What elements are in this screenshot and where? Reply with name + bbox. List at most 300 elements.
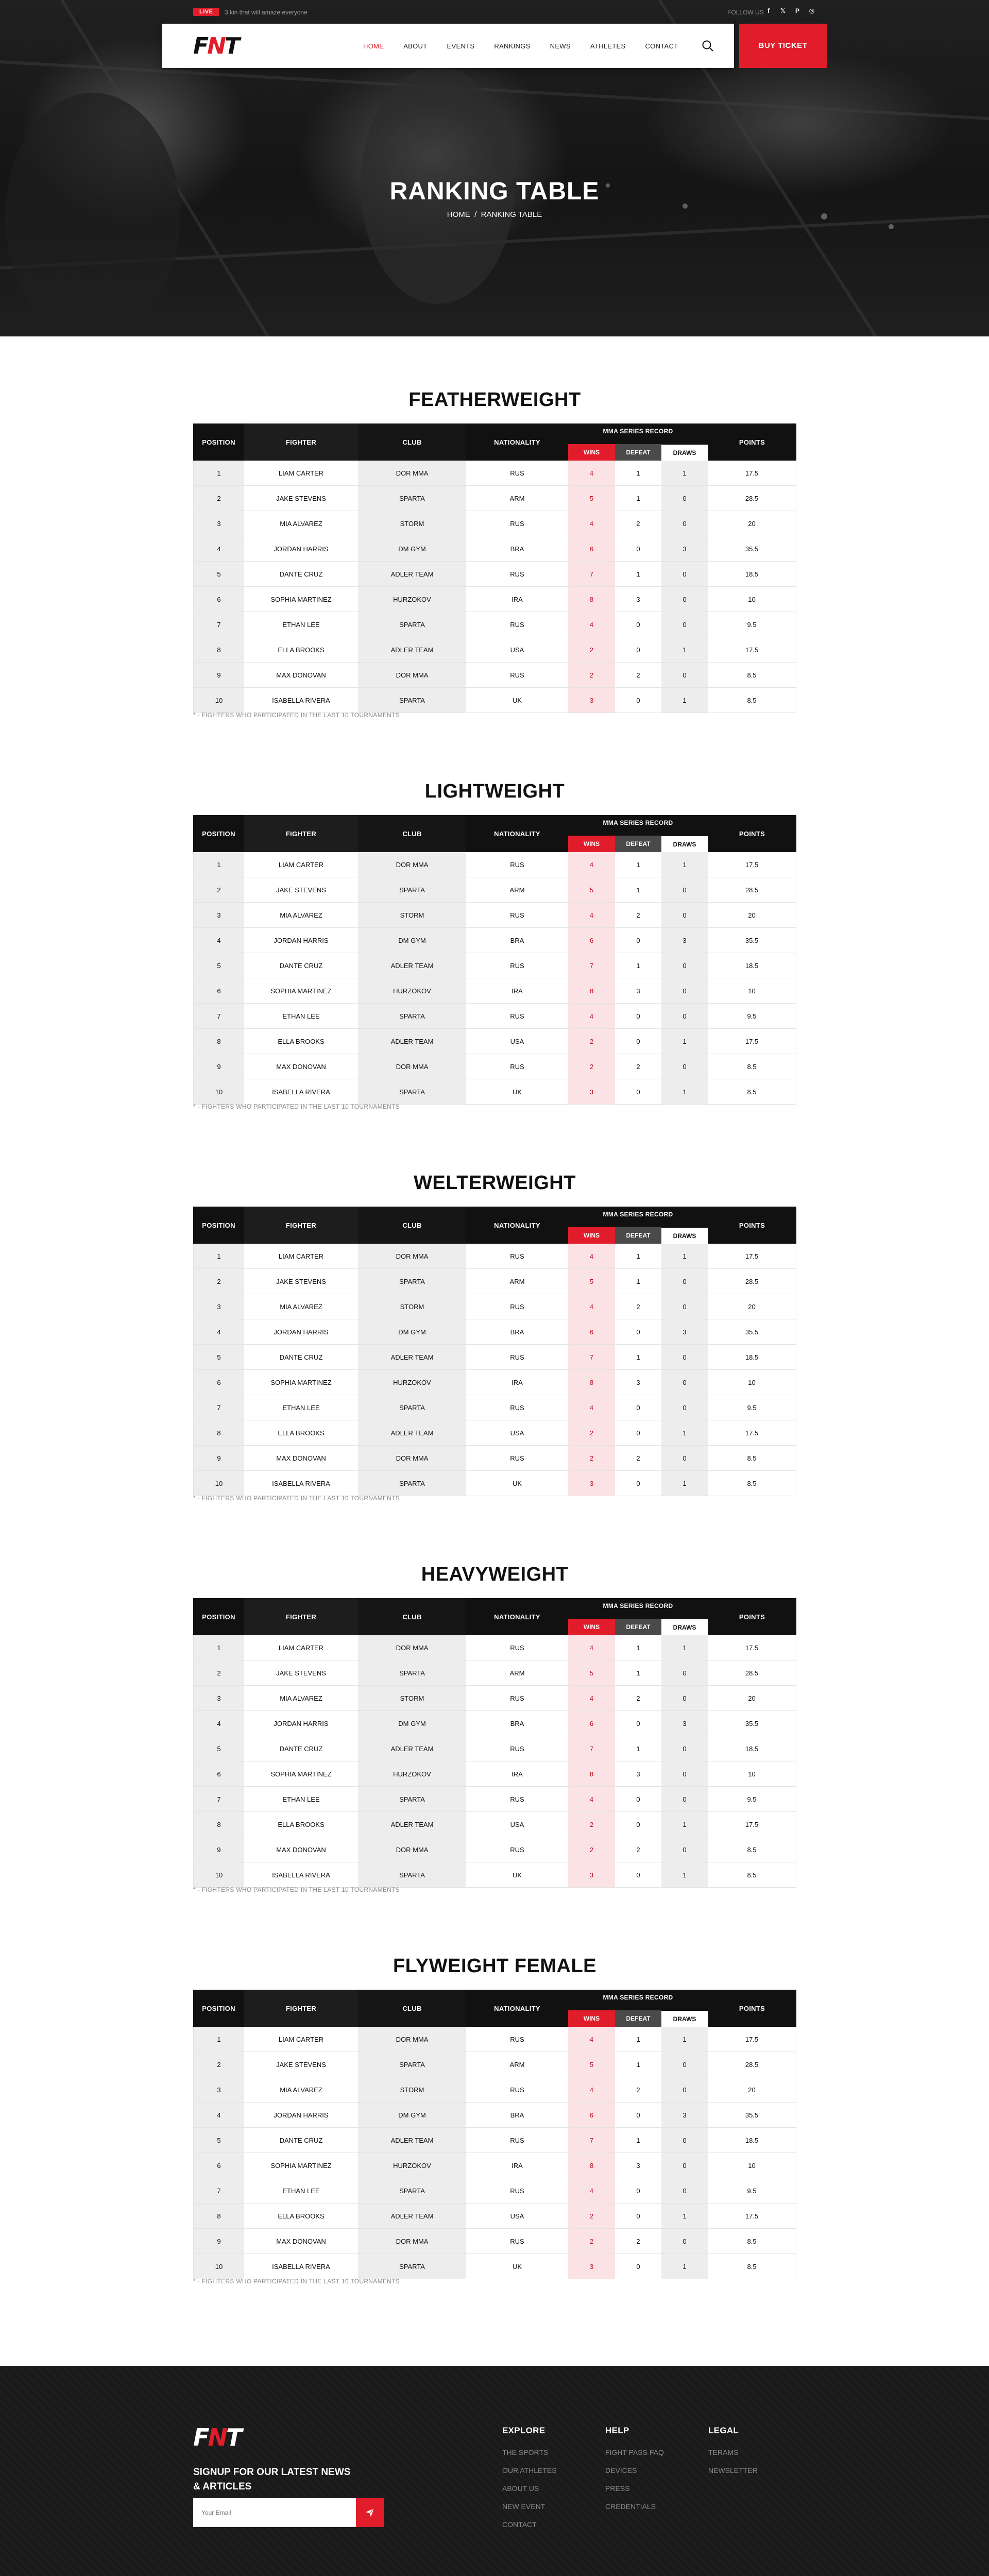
cell-position: 9 <box>193 1054 244 1079</box>
nav-item-athletes[interactable]: ATHLETES <box>590 42 626 50</box>
cell-draws: 0 <box>661 1345 708 1369</box>
newsletter-email-input[interactable] <box>193 2498 356 2527</box>
cell-wins: 4 <box>568 2178 615 2203</box>
cell-club: SPARTA <box>358 877 466 902</box>
cell-points: 28.5 <box>708 877 796 902</box>
table-row <box>193 1054 796 1079</box>
cell-points: 9.5 <box>708 1395 796 1420</box>
cell-points: 10 <box>708 2153 796 2178</box>
table-row <box>193 903 796 928</box>
table-row <box>193 2254 796 2279</box>
footer-link[interactable]: NEW EVENT <box>502 2502 545 2511</box>
cell-fighter: ETHAN LEE <box>244 612 358 637</box>
cell-position: 8 <box>193 1812 244 1837</box>
section-title: WELTERWEIGHT <box>414 1172 576 1194</box>
cell-defeat: 3 <box>615 978 661 1003</box>
cell-nationality: RUS <box>466 903 568 927</box>
cell-fighter: DANTE CRUZ <box>244 1345 358 1369</box>
cell-points: 8.5 <box>708 1862 796 1887</box>
cell-club: DOR MMA <box>358 1635 466 1660</box>
cell-draws: 0 <box>661 1837 708 1862</box>
cell-club: SPARTA <box>358 612 466 637</box>
nav-item-about[interactable]: ABOUT <box>403 42 428 50</box>
ranking-table <box>193 1207 796 1496</box>
cell-draws: 0 <box>661 663 708 687</box>
cell-club: ADLER TEAM <box>358 1345 466 1369</box>
cell-position: 1 <box>193 852 244 877</box>
cell-position: 5 <box>193 1736 244 1761</box>
cell-club: SPARTA <box>358 1004 466 1028</box>
header-fighter: FIGHTER <box>244 1207 358 1244</box>
cell-defeat: 2 <box>615 2229 661 2253</box>
cell-club: ADLER TEAM <box>358 1029 466 1054</box>
cell-draws: 0 <box>661 2077 708 2102</box>
cell-draws: 0 <box>661 511 708 536</box>
cell-wins: 4 <box>568 1004 615 1028</box>
cell-nationality: BRA <box>466 928 568 953</box>
cell-points: 17.5 <box>708 852 796 877</box>
cell-draws: 1 <box>661 1862 708 1887</box>
cell-points: 17.5 <box>708 1029 796 1054</box>
cell-defeat: 1 <box>615 852 661 877</box>
header-defeat: DEFEAT <box>615 836 661 852</box>
cell-nationality: RUS <box>466 852 568 877</box>
table-row <box>193 1004 796 1029</box>
cell-nationality: RUS <box>466 1446 568 1470</box>
cell-points: 20 <box>708 2077 796 2102</box>
cell-nationality: USA <box>466 2204 568 2228</box>
cell-wins: 2 <box>568 1054 615 1079</box>
ranking-section <box>193 386 796 726</box>
cell-draws: 0 <box>661 903 708 927</box>
cell-position: 7 <box>193 2178 244 2203</box>
cell-draws: 0 <box>661 2153 708 2178</box>
table-row <box>193 1395 796 1420</box>
footer-link[interactable]: PRESS <box>605 2484 630 2493</box>
cell-draws: 0 <box>661 612 708 637</box>
cell-fighter: DANTE CRUZ <box>244 1736 358 1761</box>
ranking-section <box>193 1561 796 1901</box>
search-icon[interactable] <box>701 39 714 53</box>
cell-fighter: ELLA BROOKS <box>244 1420 358 1445</box>
table-row <box>193 1736 796 1761</box>
ranking-section <box>193 1170 796 1510</box>
cell-points: 10 <box>708 1761 796 1786</box>
cell-wins: 2 <box>568 2204 615 2228</box>
cell-wins: 4 <box>568 1686 615 1710</box>
cell-nationality: RUS <box>466 663 568 687</box>
header-wins: WINS <box>568 444 615 461</box>
mma-record-label: MMA SERIES RECORD <box>603 819 673 826</box>
cell-draws: 0 <box>661 2229 708 2253</box>
cell-position: 10 <box>193 1079 244 1104</box>
cell-points: 8.5 <box>708 1054 796 1079</box>
cell-wins: 4 <box>568 1294 615 1319</box>
table-row <box>193 1370 796 1395</box>
table-row <box>193 877 796 903</box>
cell-position: 7 <box>193 1395 244 1420</box>
cell-draws: 3 <box>661 928 708 953</box>
cell-points: 28.5 <box>708 486 796 511</box>
section-title: LIGHTWEIGHT <box>424 781 565 802</box>
cell-fighter: LIAM CARTER <box>244 2027 358 2052</box>
cell-wins: 2 <box>568 1446 615 1470</box>
pinterest-icon[interactable]: P <box>795 7 799 14</box>
table-row <box>193 1837 796 1862</box>
header-nationality: NATIONALITY <box>494 1613 540 1621</box>
ranking-section <box>193 1953 796 2293</box>
cell-points: 8.5 <box>708 1446 796 1470</box>
cell-draws: 1 <box>661 688 708 713</box>
cell-defeat: 2 <box>615 1446 661 1470</box>
cell-wins: 2 <box>568 1029 615 1054</box>
cell-club: STORM <box>358 511 466 536</box>
footer-link[interactable]: NEWSLETTER <box>708 2466 758 2475</box>
cell-defeat: 0 <box>615 612 661 637</box>
cell-nationality: RUS <box>466 953 568 978</box>
cell-nationality: RUS <box>466 1686 568 1710</box>
cell-fighter: JAKE STEVENS <box>244 486 358 511</box>
header-draws: DRAWS <box>661 1227 708 1244</box>
table-row <box>193 978 796 1004</box>
cell-nationality: RUS <box>466 2229 568 2253</box>
table-footnote: * - FIGHTERS WHO PARTICIPATED IN THE LAST 10 TOURNAMENTS <box>193 1886 400 1893</box>
cell-position: 3 <box>193 903 244 927</box>
cell-position: 6 <box>193 2153 244 2178</box>
cell-wins: 4 <box>568 1635 615 1660</box>
cell-nationality: USA <box>466 637 568 662</box>
table-row <box>193 2153 796 2178</box>
cell-points: 20 <box>708 1686 796 1710</box>
header-wins: WINS <box>568 2010 615 2027</box>
cell-position: 6 <box>193 1761 244 1786</box>
cell-fighter: JAKE STEVENS <box>244 877 358 902</box>
cell-wins: 6 <box>568 1319 615 1344</box>
nav-item-events[interactable]: EVENTS <box>447 42 475 50</box>
cell-points: 18.5 <box>708 953 796 978</box>
cell-wins: 2 <box>568 2229 615 2253</box>
cell-fighter: ISABELLA RIVERA <box>244 2254 358 2279</box>
cell-club: HURZOKOV <box>358 587 466 612</box>
cell-fighter: JAKE STEVENS <box>244 2052 358 2077</box>
footer-link[interactable]: CONTACT <box>502 2520 537 2529</box>
cell-nationality: RUS <box>466 1837 568 1862</box>
footer-link[interactable]: ABOUT US <box>502 2484 539 2493</box>
cell-draws: 1 <box>661 1029 708 1054</box>
cell-club: DOR MMA <box>358 1837 466 1862</box>
cell-nationality: IRA <box>466 978 568 1003</box>
cell-draws: 0 <box>661 1736 708 1761</box>
cell-fighter: MAX DONOVAN <box>244 2229 358 2253</box>
cell-wins: 2 <box>568 1420 615 1445</box>
cell-fighter: LIAM CARTER <box>244 852 358 877</box>
cell-wins: 3 <box>568 688 615 713</box>
table-row <box>193 1420 796 1446</box>
cell-position: 3 <box>193 1294 244 1319</box>
cell-defeat: 3 <box>615 2153 661 2178</box>
live-ticker-text[interactable]: 3 kin that will amaze everyone <box>225 9 308 16</box>
footer-link[interactable]: THE SPORTS <box>502 2448 549 2456</box>
table-row <box>193 1812 796 1837</box>
cell-defeat: 0 <box>615 1395 661 1420</box>
cell-position: 4 <box>193 928 244 953</box>
cell-defeat: 2 <box>615 1054 661 1079</box>
nav-item-contact[interactable]: CONTACT <box>645 42 678 50</box>
table-header <box>193 1207 796 1244</box>
cell-wins: 4 <box>568 1787 615 1811</box>
cell-wins: 4 <box>568 612 615 637</box>
cell-fighter: ETHAN LEE <box>244 2178 358 2203</box>
follow-us-label: FOLLOW US <box>727 9 764 16</box>
cell-nationality: RUS <box>466 562 568 586</box>
cell-club: SPARTA <box>358 1471 466 1496</box>
header-position: POSITION <box>202 1613 235 1621</box>
cell-wins: 5 <box>568 2052 615 2077</box>
footer-logo[interactable]: FNT <box>193 2424 241 2451</box>
cell-club: DOR MMA <box>358 461 466 485</box>
cell-defeat: 0 <box>615 536 661 561</box>
cell-defeat: 0 <box>615 1711 661 1736</box>
footer-link[interactable]: DEVICES <box>605 2466 637 2475</box>
cell-points: 20 <box>708 511 796 536</box>
table-row <box>193 1686 796 1711</box>
cell-points: 35.5 <box>708 1711 796 1736</box>
table-row <box>193 637 796 663</box>
cell-club: DM GYM <box>358 536 466 561</box>
nav-item-rankings[interactable]: RANKINGS <box>494 42 531 50</box>
cell-points: 8.5 <box>708 1079 796 1104</box>
cell-points: 9.5 <box>708 1787 796 1811</box>
cell-wins: 2 <box>568 1812 615 1837</box>
cell-nationality: UK <box>466 688 568 713</box>
cell-defeat: 2 <box>615 2077 661 2102</box>
cell-club: DM GYM <box>358 2103 466 2127</box>
header-draws: DRAWS <box>661 2010 708 2027</box>
x-icon[interactable]: 𝕏 <box>780 7 786 14</box>
instagram-icon[interactable]: ◎ <box>809 7 815 14</box>
cell-club: HURZOKOV <box>358 1370 466 1395</box>
cell-defeat: 3 <box>615 587 661 612</box>
header-draws: DRAWS <box>661 836 708 852</box>
header-club: CLUB <box>358 1598 466 1635</box>
cell-nationality: RUS <box>466 1395 568 1420</box>
cell-fighter: DANTE CRUZ <box>244 2128 358 2153</box>
table-row <box>193 2077 796 2103</box>
cell-draws: 0 <box>661 1446 708 1470</box>
header-nationality: NATIONALITY <box>494 438 540 446</box>
cell-nationality: RUS <box>466 612 568 637</box>
cell-fighter: JORDAN HARRIS <box>244 1319 358 1344</box>
newsletter-submit-button[interactable] <box>356 2498 384 2527</box>
cell-defeat: 1 <box>615 2027 661 2052</box>
cell-fighter: MAX DONOVAN <box>244 1446 358 1470</box>
cell-points: 10 <box>708 587 796 612</box>
header-defeat: DEFEAT <box>615 1227 661 1244</box>
cell-points: 28.5 <box>708 2052 796 2077</box>
cell-points: 17.5 <box>708 1635 796 1660</box>
header-wins: WINS <box>568 1619 615 1635</box>
header-club: CLUB <box>358 815 466 852</box>
cell-club: ADLER TEAM <box>358 953 466 978</box>
cell-defeat: 1 <box>615 953 661 978</box>
cell-points: 8.5 <box>708 688 796 713</box>
table-row <box>193 1761 796 1787</box>
header-position: POSITION <box>202 829 235 838</box>
cell-position: 10 <box>193 688 244 713</box>
cell-position: 5 <box>193 562 244 586</box>
cell-draws: 3 <box>661 1319 708 1344</box>
section-title: FEATHERWEIGHT <box>408 389 581 411</box>
cell-fighter: JORDAN HARRIS <box>244 1711 358 1736</box>
cell-defeat: 1 <box>615 1244 661 1268</box>
cell-draws: 0 <box>661 1054 708 1079</box>
cell-draws: 3 <box>661 536 708 561</box>
cell-position: 1 <box>193 1244 244 1268</box>
footer-column-help <box>605 2426 664 2519</box>
cell-points: 9.5 <box>708 2178 796 2203</box>
cell-draws: 0 <box>661 1686 708 1710</box>
cell-points: 20 <box>708 1294 796 1319</box>
cell-fighter: LIAM CARTER <box>244 1635 358 1660</box>
cell-nationality: ARM <box>466 2052 568 2077</box>
cell-nationality: UK <box>466 2254 568 2279</box>
footer-column-title: HELP <box>605 2426 629 2435</box>
cell-nationality: UK <box>466 1471 568 1496</box>
cell-position: 5 <box>193 2128 244 2153</box>
cell-wins: 8 <box>568 1761 615 1786</box>
cell-wins: 6 <box>568 928 615 953</box>
cell-club: SPARTA <box>358 2254 466 2279</box>
cell-position: 2 <box>193 1269 244 1294</box>
nav-item-news[interactable]: NEWS <box>550 42 571 50</box>
table-row <box>193 1711 796 1736</box>
cell-nationality: BRA <box>466 1711 568 1736</box>
cell-defeat: 1 <box>615 2052 661 2077</box>
cell-draws: 0 <box>661 1395 708 1420</box>
footer-link[interactable]: TERAMS <box>708 2448 739 2456</box>
cell-defeat: 0 <box>615 1079 661 1104</box>
breadcrumb-home[interactable]: HOME <box>447 210 470 219</box>
cell-club: DM GYM <box>358 1711 466 1736</box>
footer-link[interactable]: OUR ATHLETES <box>502 2466 557 2475</box>
cell-club: DOR MMA <box>358 1446 466 1470</box>
cell-points: 8.5 <box>708 1471 796 1496</box>
table-row <box>193 612 796 637</box>
cell-defeat: 1 <box>615 461 661 485</box>
footer-column-title: EXPLORE <box>502 2426 545 2435</box>
cell-fighter: SOPHIA MARTINEZ <box>244 2153 358 2178</box>
section-title: FLYWEIGHT FEMALE <box>393 1955 597 1977</box>
buy-ticket-button[interactable]: BUY TICKET <box>739 24 827 68</box>
cell-wins: 2 <box>568 637 615 662</box>
table-row <box>193 928 796 953</box>
header-draws: DRAWS <box>661 1619 708 1635</box>
cell-points: 28.5 <box>708 1660 796 1685</box>
cell-position: 1 <box>193 461 244 485</box>
header-position: POSITION <box>202 438 235 446</box>
cell-wins: 4 <box>568 511 615 536</box>
footer-column-legal <box>708 2426 758 2483</box>
cell-nationality: RUS <box>466 2178 568 2203</box>
cell-position: 9 <box>193 1837 244 1862</box>
cell-club: SPARTA <box>358 2052 466 2077</box>
cell-position: 4 <box>193 1711 244 1736</box>
cell-fighter: JORDAN HARRIS <box>244 536 358 561</box>
table-row <box>193 2052 796 2077</box>
cell-wins: 8 <box>568 2153 615 2178</box>
table-header <box>193 1990 796 2027</box>
cell-club: SPARTA <box>358 486 466 511</box>
table-row <box>193 1635 796 1660</box>
cell-position: 3 <box>193 1686 244 1710</box>
cell-draws: 0 <box>661 2052 708 2077</box>
table-footnote: * - FIGHTERS WHO PARTICIPATED IN THE LAST 10 TOURNAMENTS <box>193 2278 400 2285</box>
header-defeat: DEFEAT <box>615 2010 661 2027</box>
cell-defeat: 1 <box>615 1635 661 1660</box>
cell-wins: 4 <box>568 461 615 485</box>
header-position: POSITION <box>202 1221 235 1229</box>
cell-position: 8 <box>193 637 244 662</box>
top-social-links <box>764 7 816 15</box>
cell-wins: 4 <box>568 1395 615 1420</box>
nav-item-home[interactable]: HOME <box>363 42 384 50</box>
cell-position: 2 <box>193 486 244 511</box>
header-wins: WINS <box>568 836 615 852</box>
mma-series-record-header <box>568 423 708 461</box>
cell-points: 18.5 <box>708 1736 796 1761</box>
cell-wins: 4 <box>568 2077 615 2102</box>
cell-position: 3 <box>193 511 244 536</box>
cell-fighter: SOPHIA MARTINEZ <box>244 978 358 1003</box>
cell-position: 5 <box>193 953 244 978</box>
ranking-table <box>193 1598 796 1888</box>
site-logo[interactable]: FNT <box>193 33 238 59</box>
cell-defeat: 1 <box>615 1736 661 1761</box>
cell-wins: 6 <box>568 2103 615 2127</box>
mma-record-label: MMA SERIES RECORD <box>603 428 673 435</box>
table-row <box>193 1029 796 1054</box>
cell-club: SPARTA <box>358 1395 466 1420</box>
cell-defeat: 0 <box>615 2254 661 2279</box>
cell-points: 18.5 <box>708 1345 796 1369</box>
table-header <box>193 1598 796 1635</box>
cell-position: 6 <box>193 1370 244 1395</box>
cell-wins: 3 <box>568 1471 615 1496</box>
cell-club: ADLER TEAM <box>358 562 466 586</box>
cell-defeat: 0 <box>615 1812 661 1837</box>
cell-club: HURZOKOV <box>358 978 466 1003</box>
cell-defeat: 0 <box>615 1319 661 1344</box>
footer-link[interactable]: CREDENTIALS <box>605 2502 656 2511</box>
cell-defeat: 0 <box>615 1420 661 1445</box>
table-row <box>193 461 796 486</box>
cell-draws: 0 <box>661 1787 708 1811</box>
cell-fighter: MIA ALVAREZ <box>244 903 358 927</box>
facebook-icon[interactable]: f <box>768 7 770 14</box>
footer-link[interactable]: FIGHT PASS FAQ <box>605 2448 664 2456</box>
header-points: POINTS <box>739 438 765 446</box>
table-row <box>193 536 796 562</box>
cell-defeat: 0 <box>615 928 661 953</box>
table-row <box>193 1471 796 1496</box>
cell-club: DOR MMA <box>358 1244 466 1268</box>
cell-fighter: MAX DONOVAN <box>244 1054 358 1079</box>
cell-club: SPARTA <box>358 1862 466 1887</box>
cell-position: 1 <box>193 1635 244 1660</box>
ranking-table <box>193 1990 796 2279</box>
cell-position: 6 <box>193 587 244 612</box>
cell-nationality: IRA <box>466 1370 568 1395</box>
